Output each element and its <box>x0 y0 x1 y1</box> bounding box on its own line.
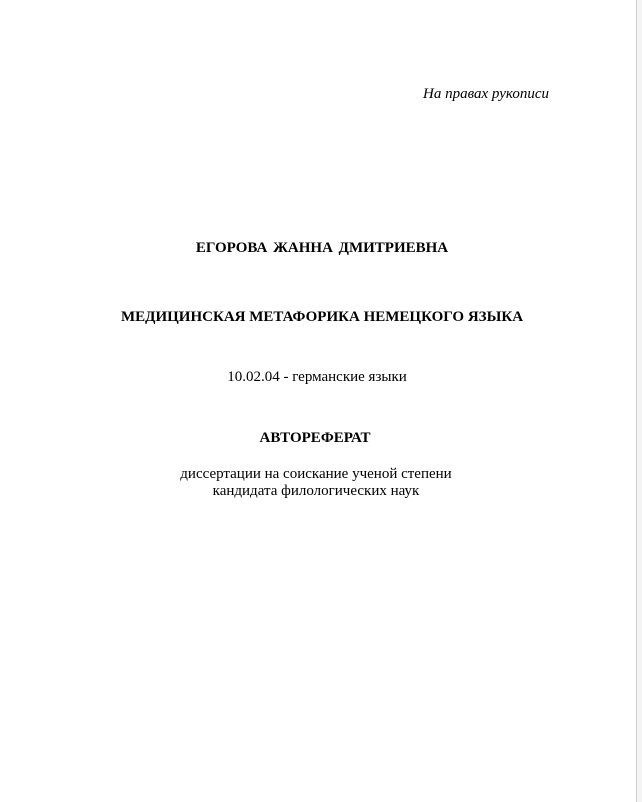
description-line-1: диссертации на соискание ученой степени <box>180 466 452 482</box>
author-name: ЕГОРОВА ЖАННА ДМИТРИЕВНА <box>195 240 449 256</box>
rights-note: На правах рукописи <box>423 86 549 102</box>
dissertation-title: МЕДИЦИНСКАЯ МЕТАФОРИКА НЕМЕЦКОГО ЯЗЫКА <box>120 309 524 325</box>
page-gutter <box>637 0 642 802</box>
document-type: АВТОРЕФЕРАТ <box>259 430 371 446</box>
specialty-code: 10.02.04 - германские языки <box>227 369 407 385</box>
description-line-2: кандидата филологических наук <box>212 483 420 499</box>
